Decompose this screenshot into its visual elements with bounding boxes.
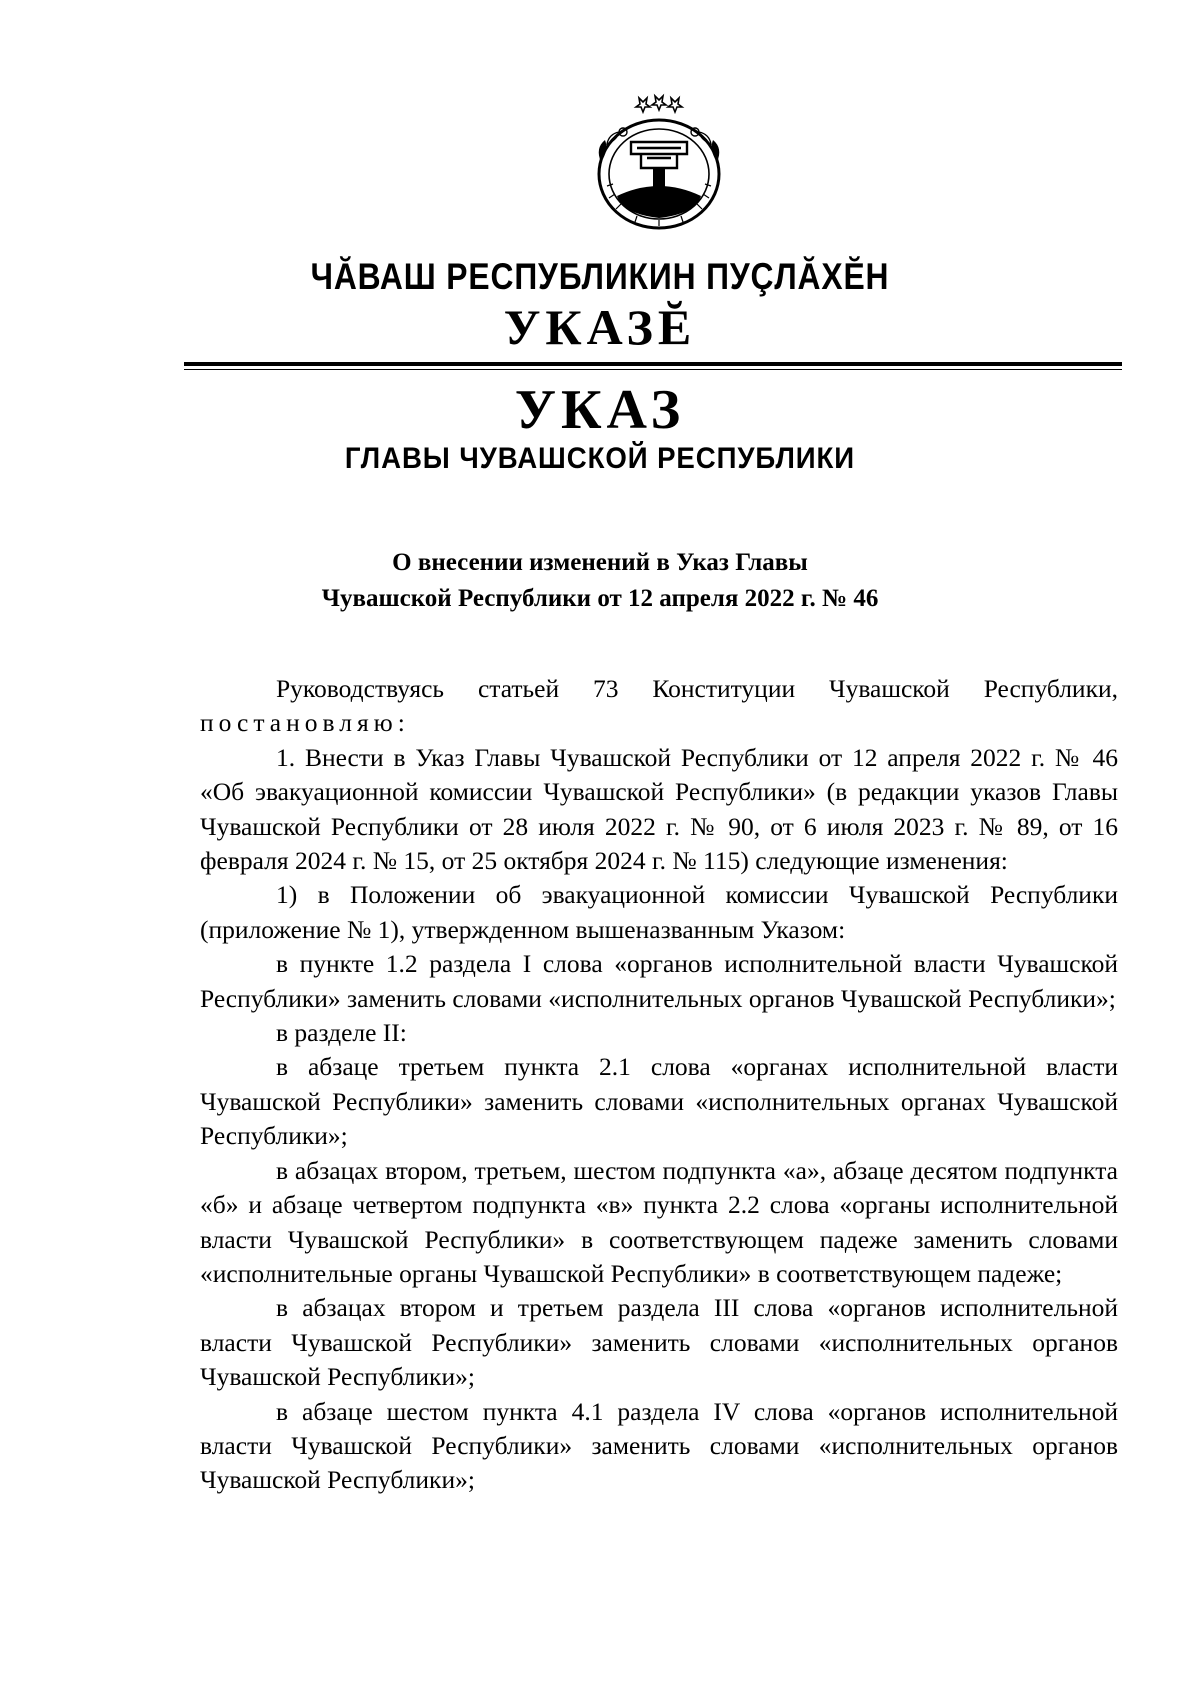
chuvash-decree-heading: УКАЗĔ [503,299,697,355]
header-divider-thin [184,369,1122,370]
paragraph: в пункте 1.2 раздела I слова «органов исполнительной власти Чувашской Республики» заменить словами «исполнительных органов Чувашской Республики»; [200,949,1118,1013]
paragraph: постановляю: [200,708,410,738]
paragraph: в абзацах втором и третьем раздела III слова «органов исполнительной власти Чувашской Республики» заменить словами «исполнительных органов Чувашской Республики»; [200,1293,1118,1392]
paragraph: в абзаце третьем пункта 2.1 слова «органах исполнительной власти Чувашской Республики» заменить словами «исполнительных органах Чувашской Республики»; [200,1052,1118,1151]
russian-authority-title: ГЛАВЫ ЧУВАШСКОЙ РЕСПУБЛИКИ [344,442,856,475]
paragraph: в абзаце шестом пункта 4.1 раздела IV слова «органов исполнительной власти Чувашской Республики» заменить словами «исполнительных органов Чувашской Республики»; [200,1396,1118,1495]
document-title [0,545,1200,617]
document-body [200,672,1118,1498]
document-title-line-1: О внесении изменений в Указ Главы [392,549,808,576]
chuvash-authority-title: ЧĂВАШ РЕСПУБЛИКИН ПУÇЛĂХĔН [310,256,890,297]
paragraph: 1. Внести в Указ Главы Чувашской Республики от 12 апреля 2022 г. № 46 «Об эвакуационной комиссии Чувашской Республики» (в редакции указов Главы Чувашской Республики от 28 июля 2022 г. № 90, от 6 июля 2023 г. № 89, от 16 февраля 2024 г. № 15, от 25 октября 2024 г. № 115) следующие изменения: [200,742,1118,876]
header-divider-thick [184,362,1122,366]
document-title-line-2: Чувашской Республики от 12 апреля 2022 г. № 46 [321,585,879,612]
paragraph: 1) в Положении об эвакуационной комиссии Чувашской Республики (приложение № 1), утвержденном вышеназванным Указом: [200,880,1118,944]
russian-decree-heading: УКАЗ [514,379,686,441]
paragraph: Руководствуясь статьей 73 Конституции Чувашской Республики, [276,674,1118,703]
coat-of-arms-emblem [587,92,731,232]
paragraph: в разделе II: [276,1018,407,1048]
paragraph: в абзацах втором, третьем, шестом подпункта «а», абзаце десятом подпункта «б» и абзаце четвертом подпункта «в» пункта 2.2 слова «органы исполнительной власти Чувашской Республики» в соответствующем падеже заменить словами «исполнительные органы Чувашской Республики» в соответствующем падеже; [200,1155,1118,1288]
